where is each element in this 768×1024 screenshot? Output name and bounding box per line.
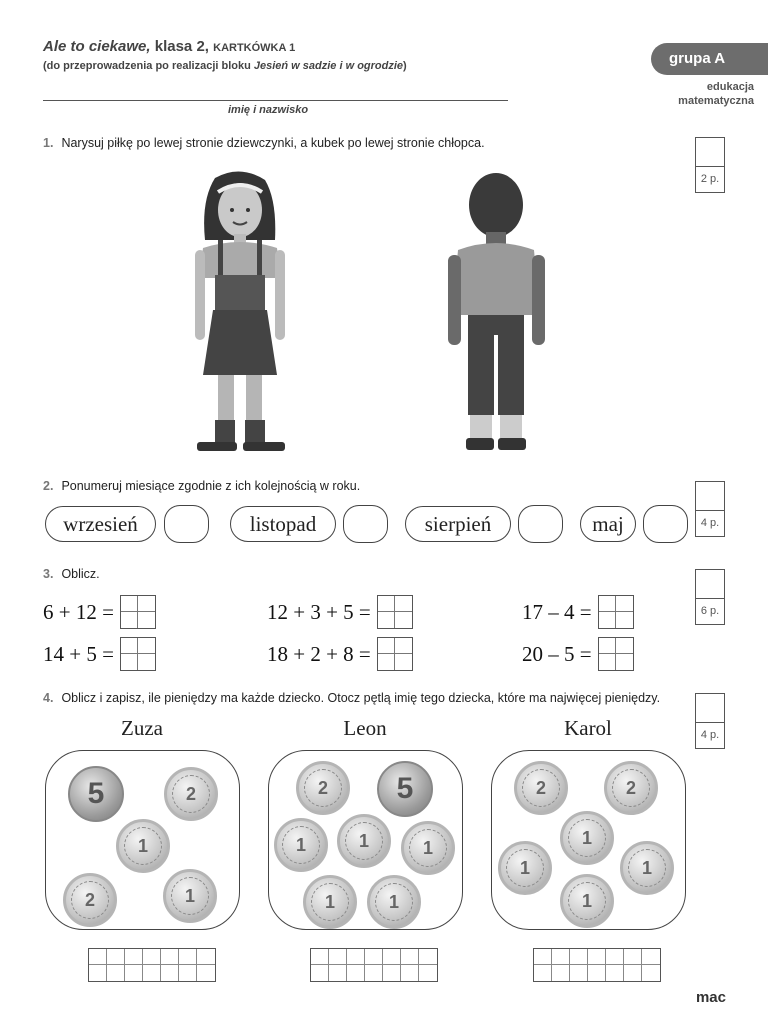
coin-icon: 2 (514, 761, 568, 815)
name-input-line[interactable] (43, 100, 508, 101)
publisher-logo: mac (695, 989, 726, 1006)
answer-grid-karol[interactable] (533, 948, 661, 982)
coin-purse-karol (491, 750, 686, 930)
subject-label (634, 80, 754, 108)
equation (522, 595, 634, 629)
coin-purse-leon (268, 750, 463, 930)
equation-text: 17 – 4 = (522, 599, 592, 624)
coin-icon: 1 (560, 811, 614, 865)
month-number-box[interactable] (343, 505, 388, 543)
name-label: imię i nazwisko (228, 104, 309, 116)
answer-grid[interactable] (120, 637, 156, 671)
answer-grid[interactable] (377, 595, 413, 629)
grade-label: klasa 2, (154, 38, 209, 55)
score-box-2[interactable] (695, 481, 725, 537)
points-label: 6 p. (700, 605, 720, 617)
coin-icon: 1 (303, 875, 357, 929)
equation-text: 6 + 12 = (43, 599, 114, 624)
subtitle-suffix: ) (403, 60, 407, 72)
coin-icon: 5 (377, 761, 433, 817)
answer-grid[interactable] (598, 637, 634, 671)
subtitle-block: Jesień w sadzie i w ogrodzie (253, 60, 404, 72)
subject-line-1: edukacja (706, 81, 754, 93)
question-2 (43, 479, 360, 493)
question-number: 3. (43, 567, 54, 581)
score-box-4[interactable] (695, 693, 725, 749)
score-box-3[interactable] (695, 569, 725, 625)
coin-icon: 2 (604, 761, 658, 815)
subtitle-prefix: (do przeprowadzenia po realizacji bloku (43, 60, 254, 72)
answer-grid[interactable] (377, 637, 413, 671)
equation-text: 18 + 2 + 8 = (267, 641, 371, 666)
coin-icon: 1 (560, 874, 614, 928)
test-type: KARTKÓWKA 1 (213, 42, 296, 54)
coin-icon: 1 (163, 869, 217, 923)
month-label: wrzesień (45, 506, 156, 542)
question-4 (43, 691, 660, 705)
month-label: sierpień (405, 506, 511, 542)
answer-grid[interactable] (120, 595, 156, 629)
question-number: 1. (43, 136, 54, 150)
points-label: 4 p. (700, 729, 720, 741)
child-name-karol[interactable]: Karol (564, 716, 612, 740)
coin-icon: 1 (401, 821, 455, 875)
coin-icon: 1 (274, 818, 328, 872)
coin-icon: 5 (68, 766, 124, 822)
coin-icon: 1 (498, 841, 552, 895)
equation (267, 595, 413, 629)
coin-purse-zuza (45, 750, 240, 930)
answer-grid[interactable] (598, 595, 634, 629)
coin-icon: 2 (63, 873, 117, 927)
equation (267, 637, 413, 671)
month-label: maj (580, 506, 636, 542)
worksheet-subtitle (43, 60, 407, 72)
boy-illustration (440, 170, 555, 460)
month-number-box[interactable] (643, 505, 688, 543)
question-text: Oblicz. (61, 567, 100, 581)
question-3 (43, 567, 100, 581)
points-label: 2 p. (700, 173, 720, 185)
question-1 (43, 136, 485, 150)
equation-text: 12 + 3 + 5 = (267, 599, 371, 624)
worksheet-title (43, 38, 295, 55)
girl-illustration (185, 170, 295, 455)
coin-icon: 2 (164, 767, 218, 821)
month-label: listopad (230, 506, 336, 542)
coin-icon: 1 (620, 841, 674, 895)
equation (522, 637, 634, 671)
coin-icon: 1 (367, 875, 421, 929)
child-name-leon[interactable]: Leon (343, 716, 387, 740)
subject-line-2: matematyczna (678, 95, 754, 107)
answer-grid-leon[interactable] (310, 948, 438, 982)
points-label: 4 p. (700, 517, 720, 529)
equation (43, 637, 156, 671)
equation-text: 14 + 5 = (43, 641, 114, 666)
question-text: Oblicz i zapisz, ile pieniędzy ma każde dziecko. Otocz pętlą imię tego dziecka, które ma najwięcej pieniędzy. (61, 691, 661, 705)
series-title: Ale to ciekawe, (43, 38, 151, 55)
child-name-zuza[interactable]: Zuza (121, 716, 163, 740)
question-text: Narysuj piłkę po lewej stronie dziewczynki, a kubek po lewej stronie chłopca. (61, 136, 485, 150)
group-badge: grupa A (651, 43, 768, 75)
question-number: 4. (43, 691, 54, 705)
equation (43, 595, 156, 629)
question-number: 2. (43, 479, 54, 493)
question-text: Ponumeruj miesiące zgodnie z ich kolejnością w roku. (61, 479, 361, 493)
answer-grid-zuza[interactable] (88, 948, 216, 982)
coin-icon: 2 (296, 761, 350, 815)
coin-icon: 1 (337, 814, 391, 868)
month-number-box[interactable] (518, 505, 563, 543)
equation-text: 20 – 5 = (522, 641, 592, 666)
coin-icon: 1 (116, 819, 170, 873)
score-box-1[interactable] (695, 137, 725, 193)
month-number-box[interactable] (164, 505, 209, 543)
